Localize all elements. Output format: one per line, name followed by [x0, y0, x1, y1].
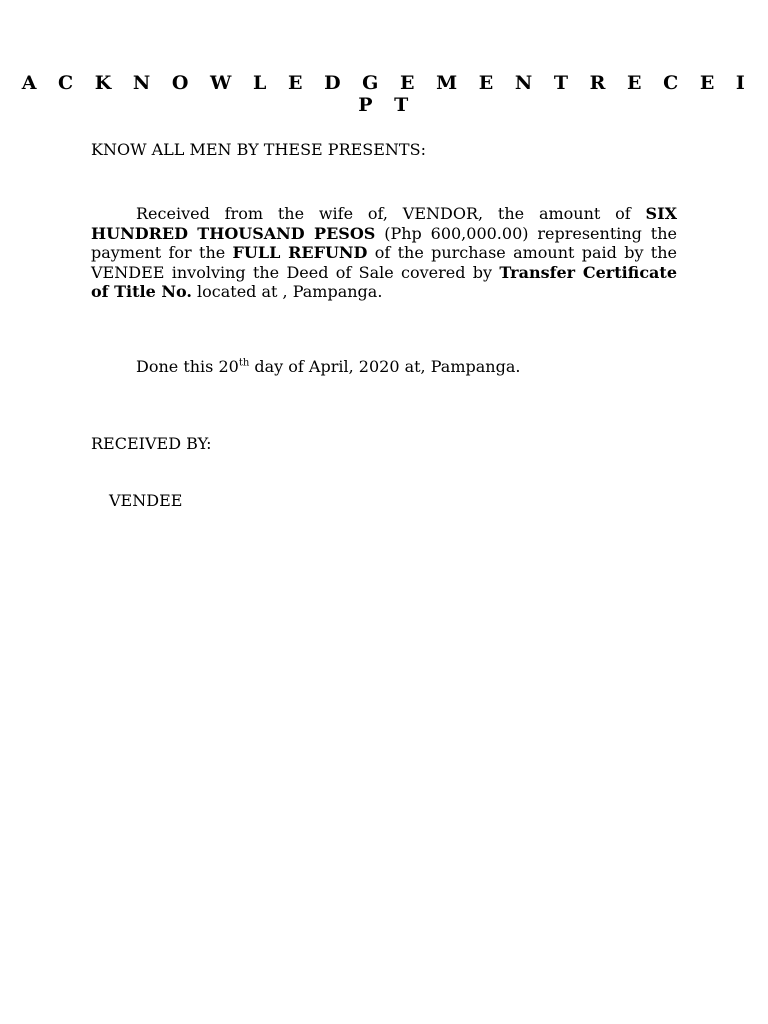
receipt-body-paragraph: [91, 204, 677, 302]
body-text-1: Received from the wife of, VENDOR, the amount of: [136, 204, 646, 223]
amount-in-words: SIX HUNDRED THOUSAND PESOS: [91, 204, 677, 243]
done-prefix: Done this 20: [136, 357, 239, 376]
salutation: KNOW ALL MEN BY THESE PRESENTS:: [91, 140, 426, 159]
ordinal-suffix: th: [238, 357, 250, 369]
title-reference: Transfer Certificate of Title No.: [91, 262, 677, 301]
body-text-4: located at , Pampanga.: [191, 282, 383, 301]
document-title: A C K N O W L E D G E M E N T R E C E I P T: [21, 72, 753, 116]
signatory-name: VENDEE: [109, 491, 183, 510]
received-by-label: RECEIVED BY:: [91, 434, 212, 453]
full-refund-text: FULL REFUND: [232, 243, 368, 262]
body-text-2: (Php 600,000.00) representing the payment for the: [91, 223, 678, 262]
done-rest: day of April, 2020 at, Pampanga.: [249, 357, 521, 376]
done-date-line: [136, 357, 520, 376]
body-text-3: of the purchase amount paid by the VENDEE involving the Deed of Sale covered by: [91, 243, 677, 282]
